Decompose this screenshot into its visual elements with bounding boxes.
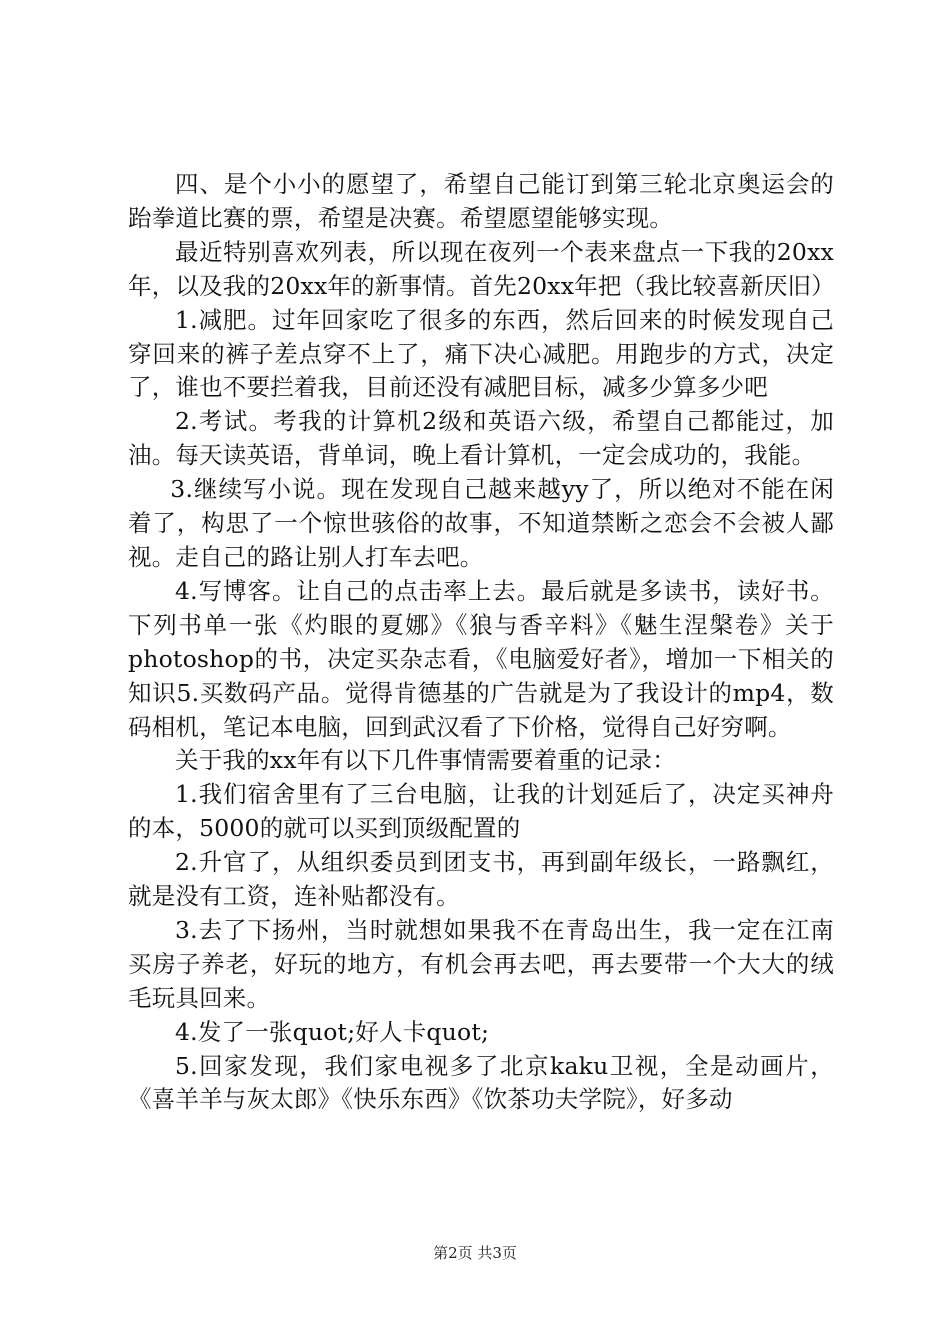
paragraph-record-computers: 1.我们宿舍里有了三台电脑，让我的计划延后了，决定买神舟的本，5000的就可以买到顶级配置的 — [128, 780, 834, 843]
paragraph-item-novel: 3.继续写小说。现在发现自己越来越yy了，所以绝对不能在闲着了，构思了一个惊世骇俗的故事，不知道禁断之恋会不会被人鄙视。走自己的路让别人打车去吧。 — [128, 475, 834, 571]
paragraph-record-promotion: 2.升官了，从组织委员到团支书，再到副年级长，一路飘红，就是没有工资，连补贴都没有。 — [128, 848, 834, 911]
page-number-footer: 第2页 共3页 — [433, 1244, 517, 1262]
paragraph-record-card: 4.发了一张quot;好人卡quot; — [175, 1017, 490, 1046]
paragraph-wish: 四、是个小小的愿望了，希望自己能订到第三轮北京奥运会的跆拳道比赛的票，希望是决赛。希望愿望能够实现。 — [128, 170, 834, 232]
paragraph-item-blog: 4.写博客。让自己的点击率上去。最后就是多读书，读好书。下列书单一张《灼眼的夏娜》《狼与香辛料》《魅生涅槃卷》关于photoshop的书，决定买杂志看，《电脑爱好者》，增加一下相关的知识5.买数码产品。觉得肯德基的广告就是为了我设计的mp4，数码相机，笔记本电脑，回到武汉看了下价格，觉得自己好穷啊。 — [128, 576, 834, 741]
paragraph-list-intro: 最近特别喜欢列表，所以现在夜列一个表来盘点一下我的20xx年，以及我的20xx年的新事情。首先20xx年把（我比较喜新厌旧） — [128, 237, 835, 300]
paragraph-record-yangzhou: 3.去了下扬州，当时就想如果我不在青岛出生，我一定在江南买房子养老，好玩的地方，有机会再去吧，再去要带一个大大的绒毛玩具回来。 — [128, 915, 834, 1012]
paragraph-record-tv: 5.回家发现，我们家电视多了北京kaku卫视，全是动画片，《喜羊羊与灰太郎》《快乐东西》《饮茶功夫学院》，好多动 — [128, 1051, 834, 1114]
paragraph-item-diet: 1.减肥。过年回家吃了很多的东西，然后回来的时候发现自己穿回来的裤子差点穿不上了，痛下决心减肥。用跑步的方式，决定了，谁也不要拦着我，目前还没有减肥目标，减多少算多少吧 — [128, 305, 834, 402]
paragraph-record-intro: 关于我的xx年有以下几件事情需要着重的记录： — [175, 746, 676, 775]
document-body — [128, 168, 834, 1117]
paragraph-item-exam: 2.考试。考我的计算机2级和英语六级，希望自己都能过，加油。每天读英语，背单词，晚上看计算机，一定会成功的，我能。 — [128, 407, 834, 470]
